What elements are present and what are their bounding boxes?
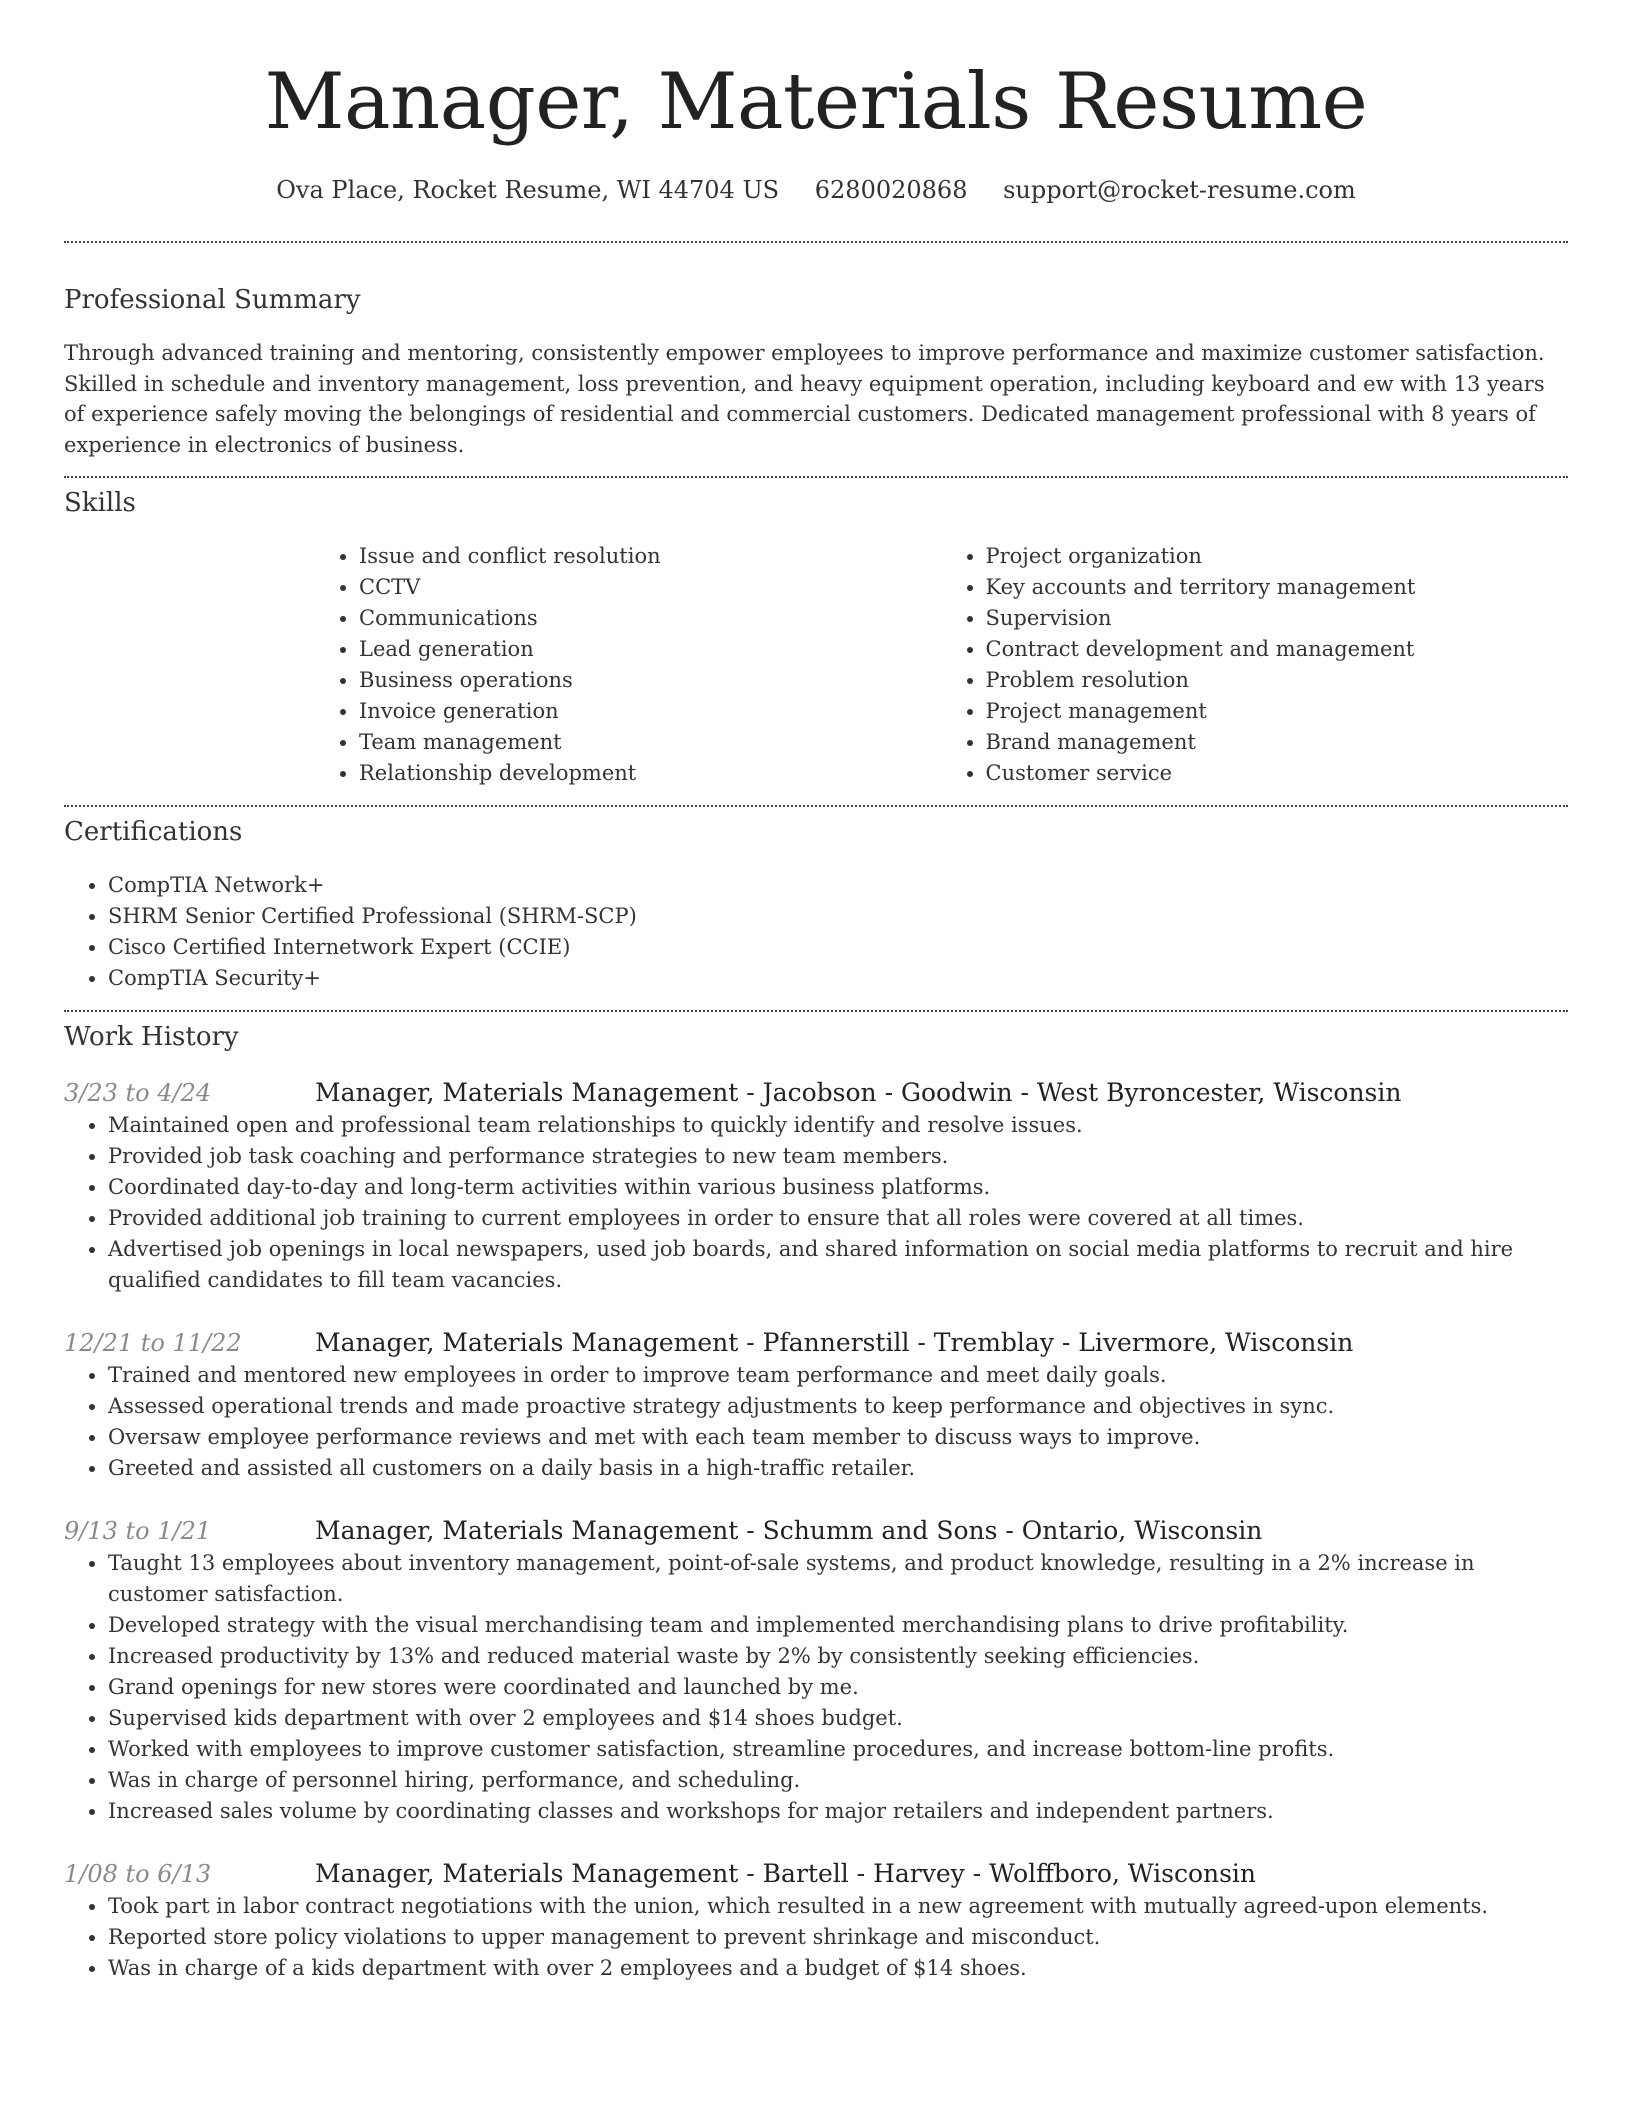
job-bullet: • Took part in labor contract negotiations with the union, which resulted in a new agreement with mutually agreed-upon elements.: [108, 1891, 1548, 1922]
summary-text: Through advanced training and mentoring, consistently empower employees to improve performance and maximize customer satisfaction. Skilled in schedule and inventory management, loss prevention, and heavy equipment operation, including keyboard and ew with 13 years of experience safely moving the belongings of residential and commercial customers. Dedicated management professional with 8 years of experience in electronics of business.: [64, 341, 1545, 457]
skill-item: • Supervision: [986, 603, 1569, 634]
job-bullet: • Advertised job openings in local newspapers, used job boards, and shared information on social media platforms to recruit and hire qualified candidates to fill team vacancies.: [108, 1234, 1548, 1296]
skill-item: • Relationship development: [359, 758, 942, 789]
job-bullet: • Developed strategy with the visual merchandising team and implemented merchandising plans to drive profitability.: [108, 1610, 1548, 1641]
skill-item: • Key accounts and territory management: [986, 572, 1569, 603]
contact-email[interactable]: support@rocket-resume.com: [1003, 176, 1356, 204]
job-bullet: • Was in charge of personnel hiring, performance, and scheduling.: [108, 1765, 1548, 1796]
job-title: Manager, Materials Management - Pfannerstill - Tremblay - Livermore, Wisconsin: [315, 1328, 1354, 1357]
certification-item: • Cisco Certified Internetwork Expert (CCIE): [108, 932, 1568, 963]
skill-item: • Business operations: [359, 665, 942, 696]
contact-address: Ova Place, Rocket Resume, WI 44704 US: [276, 176, 780, 204]
job-bullet: • Grand openings for new stores were coordinated and launched by me.: [108, 1672, 1548, 1703]
job-bullet: • Increased sales volume by coordinating classes and workshops for major retailers and independent partners.: [108, 1796, 1548, 1827]
job-bullets: [64, 1360, 1568, 1484]
job-bullet: • Increased productivity by 13% and reduced material waste by 2% by consistently seeking efficiencies.: [108, 1641, 1548, 1672]
skill-item: • CCTV: [359, 572, 942, 603]
job-title: Manager, Materials Management - Jacobson - Goodwin - West Byroncester, Wisconsin: [315, 1078, 1402, 1107]
skill-item: • Invoice generation: [359, 696, 942, 727]
divider: [64, 805, 1568, 807]
divider: [64, 1010, 1568, 1012]
job-title: Manager, Materials Management - Schumm and Sons - Ontario, Wisconsin: [315, 1516, 1263, 1545]
skill-item: • Contract development and management: [986, 634, 1569, 665]
skill-item: • Brand management: [986, 727, 1569, 758]
job-bullets: [64, 1891, 1568, 1984]
certification-item: • SHRM Senior Certified Professional (SHRM-SCP): [108, 901, 1568, 932]
job-bullet: • Maintained open and professional team relationships to quickly identify and resolve issues.: [108, 1110, 1548, 1141]
job-entry: [64, 1076, 1568, 1296]
skills-section: [64, 486, 1568, 789]
job-bullet: • Oversaw employee performance reviews and met with each team member to discuss ways to improve.: [108, 1422, 1548, 1453]
job-entry: [64, 1857, 1568, 1984]
certifications-section: [64, 815, 1568, 994]
job-bullet: • Trained and mentored new employees in order to improve team performance and meet daily goals.: [108, 1360, 1548, 1391]
resume-page: [64, 0, 1568, 1984]
job-bullets: [64, 1110, 1568, 1296]
summary-section: [64, 283, 1568, 460]
contact-phone: 6280020868: [814, 176, 968, 204]
job-bullet: • Coordinated day-to-day and long-term activities within various business platforms.: [108, 1172, 1548, 1203]
job-bullet: • Provided job task coaching and performance strategies to new team members.: [108, 1141, 1548, 1172]
skills-grid: [315, 541, 1568, 789]
section-title-skills: Skills: [64, 488, 136, 518]
skill-item: • Project organization: [986, 541, 1569, 572]
job-bullet: • Supervised kids department with over 2 employees and $14 shoes budget.: [108, 1703, 1548, 1734]
job-bullet: • Reported store policy violations to upper management to prevent shrinkage and misconduct.: [108, 1922, 1548, 1953]
certifications-list: [64, 870, 1568, 994]
certification-item: • CompTIA Security+: [108, 963, 1568, 994]
skill-item: • Team management: [359, 727, 942, 758]
resume-title: Manager, Materials Resume: [264, 57, 1368, 147]
job-dates: 9/13 to 1/21: [64, 1517, 212, 1545]
job-bullet: • Provided additional job training to current employees in order to ensure that all roles were covered at all times.: [108, 1203, 1548, 1234]
certification-item: • CompTIA Network+: [108, 870, 1568, 901]
section-title-certifications: Certifications: [64, 817, 243, 847]
job-dates: 1/08 to 6/13: [64, 1860, 212, 1888]
skills-list-right: [942, 541, 1569, 789]
section-title-work-history: Work History: [64, 1022, 239, 1052]
job-bullet: • Taught 13 employees about inventory management, point-of-sale systems, and product knowledge, resulting in a 2% increase in customer satisfaction.: [108, 1548, 1548, 1610]
job-entry: [64, 1514, 1568, 1827]
skill-item: • Project management: [986, 696, 1569, 727]
job-entry: [64, 1326, 1568, 1484]
job-dates: 12/21 to 11/22: [64, 1329, 242, 1357]
job-bullets: [64, 1548, 1568, 1827]
divider: [64, 241, 1568, 243]
contact-line: [64, 172, 1568, 208]
skill-item: • Communications: [359, 603, 942, 634]
section-title-summary: Professional Summary: [64, 285, 361, 315]
skill-item: • Customer service: [986, 758, 1569, 789]
skill-item: • Lead generation: [359, 634, 942, 665]
job-dates: 3/23 to 4/24: [64, 1079, 212, 1107]
skills-list-left: [315, 541, 942, 789]
job-bullet: • Assessed operational trends and made proactive strategy adjustments to keep performance and objectives in sync.: [108, 1391, 1548, 1422]
divider: [64, 476, 1568, 478]
job-title: Manager, Materials Management - Bartell - Harvey - Wolffboro, Wisconsin: [315, 1859, 1257, 1888]
work-history-section: [64, 1020, 1568, 1984]
skill-item: • Problem resolution: [986, 665, 1569, 696]
job-bullet: • Was in charge of a kids department with over 2 employees and a budget of $14 shoes.: [108, 1953, 1548, 1984]
skill-item: • Issue and conflict resolution: [359, 541, 942, 572]
job-bullet: • Worked with employees to improve customer satisfaction, streamline procedures, and increase bottom-line profits.: [108, 1734, 1548, 1765]
job-bullet: • Greeted and assisted all customers on a daily basis in a high-traffic retailer.: [108, 1453, 1548, 1484]
